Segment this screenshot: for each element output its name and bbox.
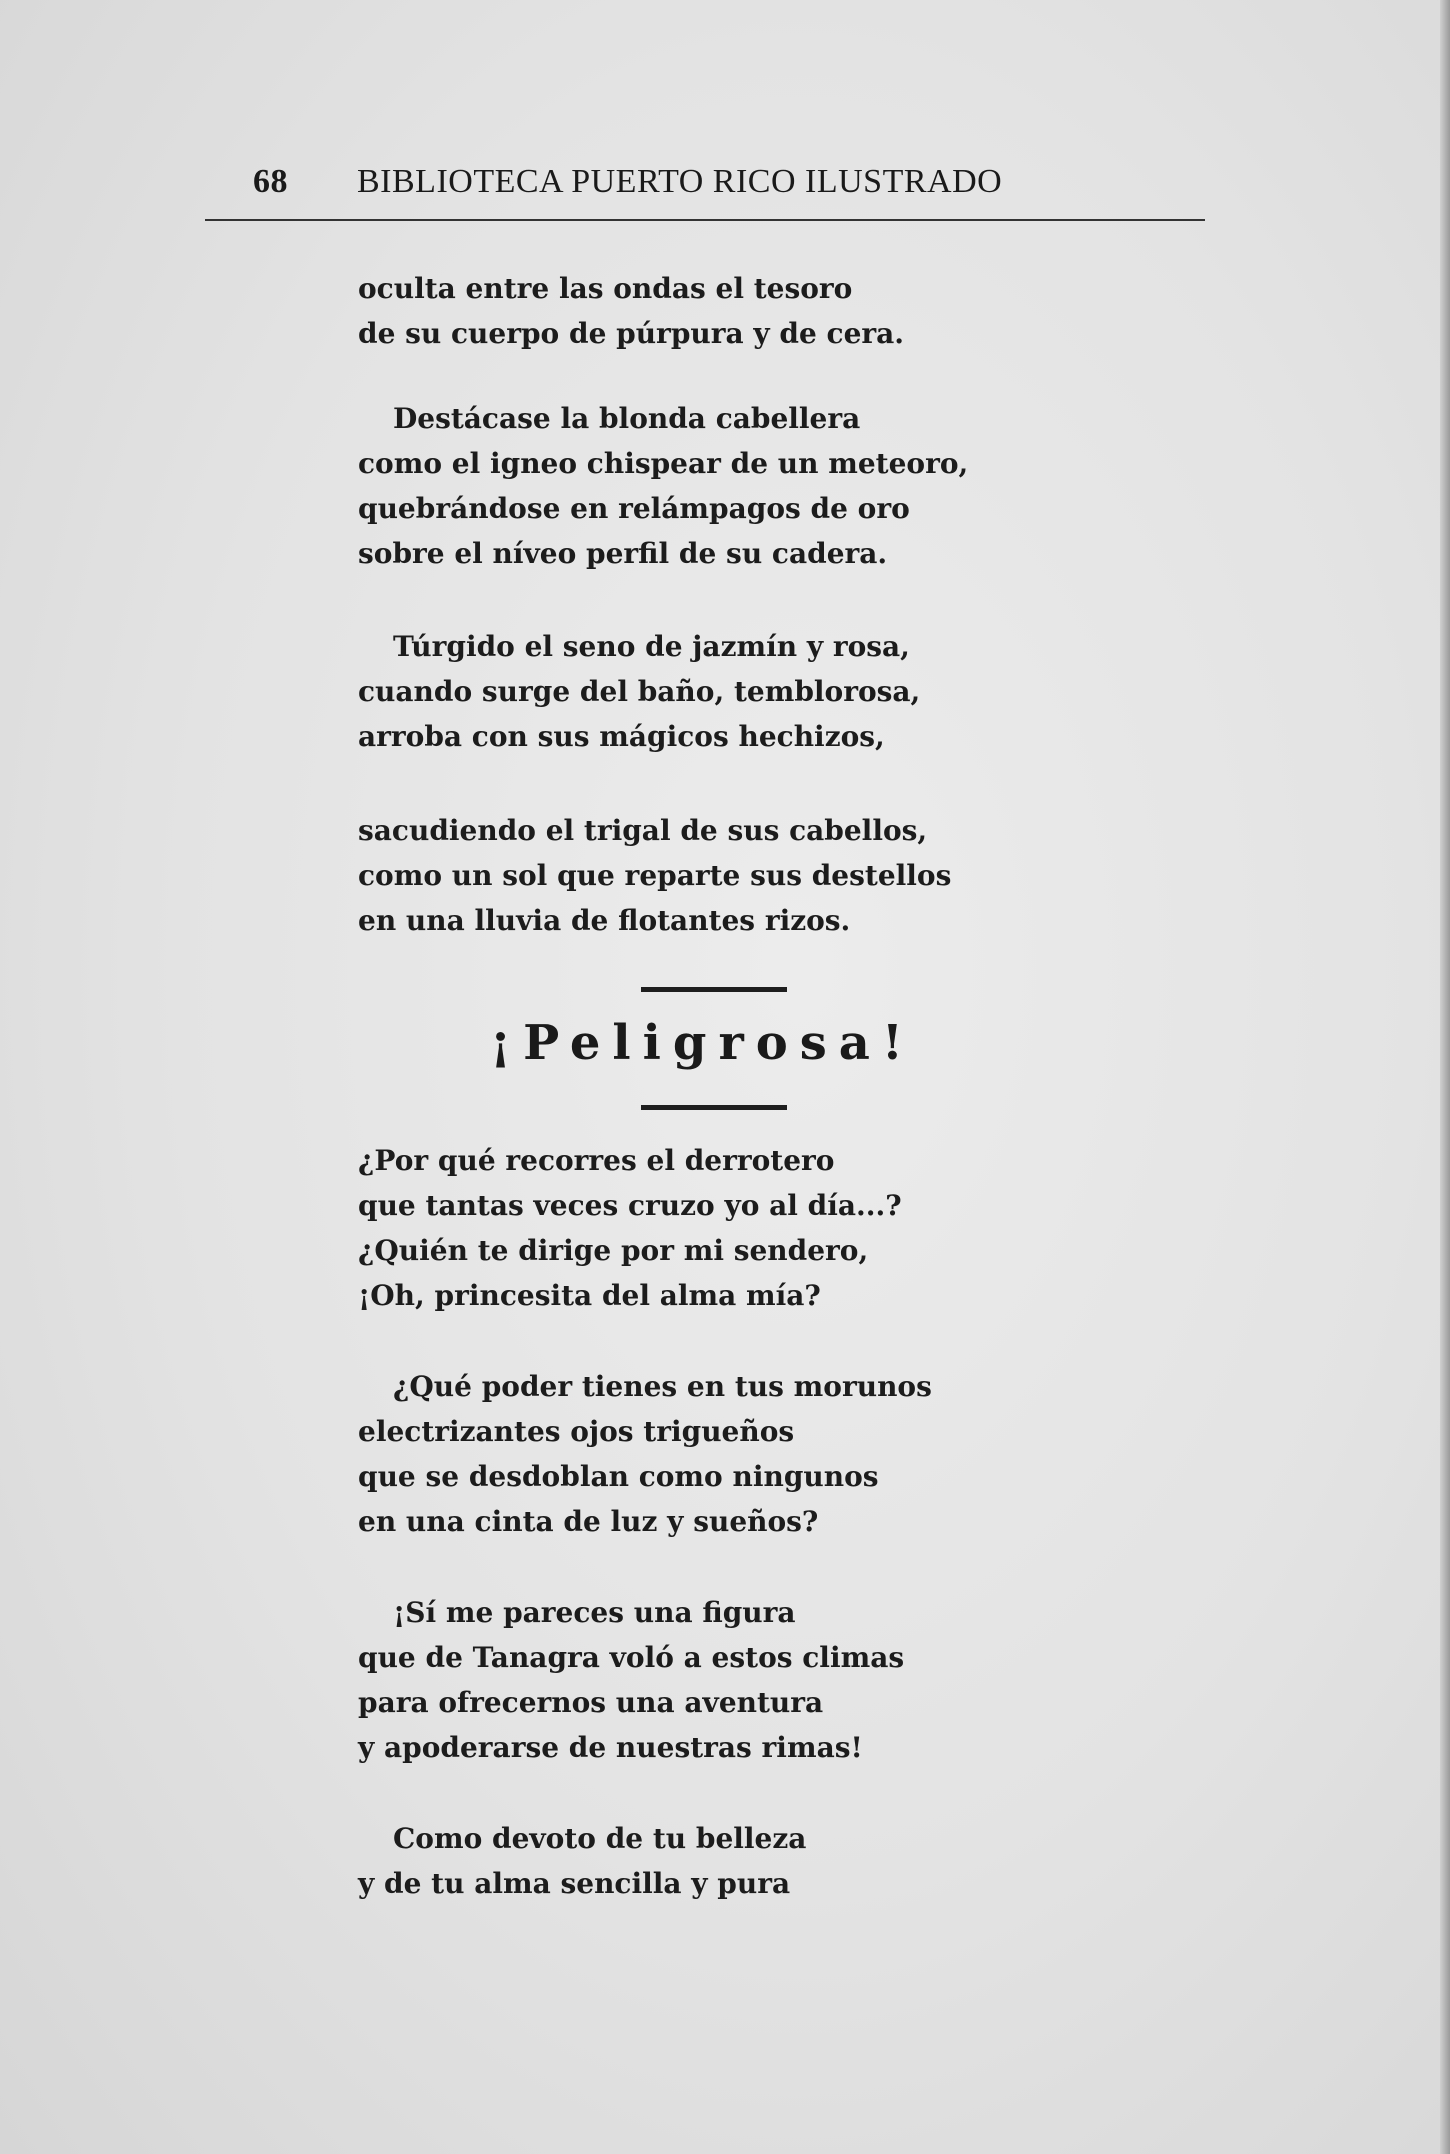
running-title: BIBLIOTECA PUERTO RICO ILUSTRADO [357,163,1003,200]
stanza-2 [358,1364,1118,1544]
verse-line: Destácase la blonda cabellera [393,402,861,435]
poem-title: ¡Peligrosa! [490,1015,915,1071]
verse-line: ¡Sí me pareces una figura [393,1596,796,1629]
verse-line: como un sol que reparte sus destellos [358,859,952,892]
title-rule-bottom [641,1105,787,1110]
stanza-4 [358,1816,1118,1906]
stanza-1 [358,1138,1118,1318]
title-rule-top [641,987,787,992]
verse-line: quebrándose en relámpagos de oro [358,492,910,525]
verse-line: que se desdoblan como ningunos [358,1460,879,1493]
verse-line: sacudiendo el trigal de sus cabellos, [358,814,928,847]
stanza-prev-4 [358,808,1118,943]
running-head [205,163,1205,223]
verse-line: Como devoto de tu belleza [393,1822,807,1855]
verse-line: cuando surge del baño, temblorosa, [358,675,921,708]
verse-line: que tantas veces cruzo yo al día...? [358,1189,902,1222]
verse-line: para ofrecernos una aventura [358,1686,824,1719]
verse-line: y apoderarse de nuestras rimas! [358,1731,863,1764]
verse-line: oculta entre las ondas el tesoro [358,272,853,305]
stanza-prev-3 [358,624,1118,759]
verse-line: ¡Oh, princesita del alma mía? [358,1279,821,1312]
stanza-prev-1 [358,266,1118,356]
verse-line: ¿Por qué recorres el derrotero [358,1144,835,1177]
verse-line: ¿Qué poder tienes en tus morunos [393,1370,932,1403]
verse-line: como el igneo chispear de un meteoro, [358,447,969,480]
verse-line: y de tu alma sencilla y pura [358,1867,791,1900]
verse-line: que de Tanagra voló a estos climas [358,1641,905,1674]
verse-line: Túrgido el seno de jazmín y rosa, [393,630,910,663]
page-number: 68 [253,163,288,200]
verse-line: arroba con sus mágicos hechizos, [358,720,885,753]
verse-line: ¿Quién te dirige por mi sendero, [358,1234,869,1267]
verse-line: electrizantes ojos trigueños [358,1415,795,1448]
verse-line: en una lluvia de flotantes rizos. [358,904,851,937]
page-edge [1440,0,1450,2154]
verse-line: sobre el níveo perfil de su cadera. [358,537,888,570]
verse-line: en una cinta de luz y sueños? [358,1505,819,1538]
stanza-3 [358,1590,1118,1770]
header-rule [205,219,1205,221]
stanza-prev-2 [358,396,1118,576]
verse-line: de su cuerpo de púrpura y de cera. [358,317,905,350]
